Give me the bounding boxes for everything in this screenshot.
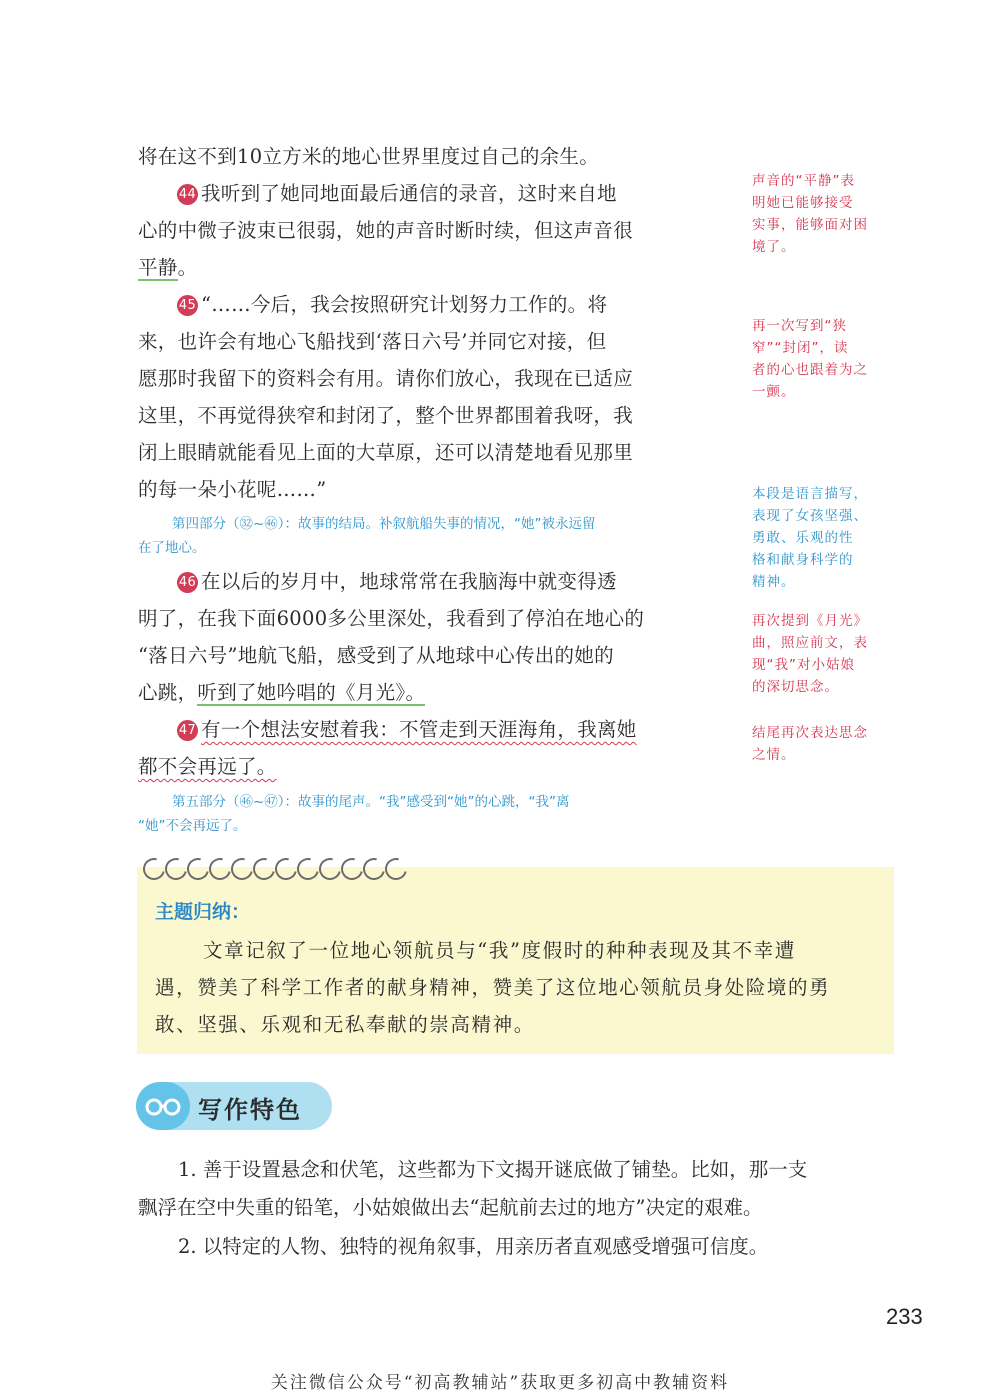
footer-note: 关注微信公众号“初高教辅站”获取更多初高中教辅资料 xyxy=(270,1373,730,1393)
paragraph-number-badge: 45 xyxy=(177,295,198,316)
paragraph-44-line: 44 我听到了她同地面最后通信的录音，这时来自地 xyxy=(178,182,617,205)
page-number: 233 xyxy=(886,1304,923,1329)
theme-text: 文章记叙了一位地心领航员与“我”度假时的种种表现及其不幸遭 遇，赞美了科学工作者的献身精神，赞美了这位地心领航员身处险境的勇 敢、坚强、乐观和无私奉献的崇高精神。 xyxy=(155,939,831,1036)
margin-note: 声音的“平静”表 明她已能够接受 实事，能够面对困 境了。 xyxy=(752,173,868,255)
text-line: “落日六号”地航飞船，感受到了从地球中心传出的她的 xyxy=(138,644,614,667)
text-line: 心跳，听到了她吟唱的《月光》。 xyxy=(138,681,426,704)
paragraph-number-badge: 46 xyxy=(177,572,198,593)
paragraph-number-badge: 47 xyxy=(177,720,198,741)
notebook-rings-decoration xyxy=(143,856,423,882)
part-summary: 在了地心。 xyxy=(138,540,206,556)
paragraph-45-line: 45 “……今后，我会按照研究计划努力工作的。将 xyxy=(178,293,608,316)
section-header-bar xyxy=(136,1082,332,1130)
part-summary: 第四部分（㉜~㊻）：故事的结局。补叙航船失事的情况，“她”被永远留 xyxy=(172,516,596,532)
text-line: 的每一朵小花呢……” xyxy=(138,478,327,501)
text-line: 明了，在我下面6000多公里深处，我看到了停泊在地心的 xyxy=(138,607,645,630)
annotated-phrase: 听到了她吟唱的《月光》。 xyxy=(197,681,426,704)
paragraph-number-badge: 44 xyxy=(177,184,198,205)
feature-item: 1. 善于设置悬念和伏笔，这些都为下文揭开谜底做了铺垫。比如，那一支 xyxy=(178,1158,808,1181)
text-line: 闭上眼睛就能看见上面的大草原，还可以清楚地看见那里 xyxy=(138,441,634,464)
margin-note: 结尾再次表达思念 之情。 xyxy=(752,725,868,763)
theme-title: 主题归纳： xyxy=(155,901,251,923)
paragraph-47-line xyxy=(138,711,702,751)
annotated-phrase: 有一个想法安慰着我：不管走到天涯海角，我离她 xyxy=(201,718,637,741)
text-line: 这里，不再觉得狭窄和封闭了，整个世界都围着我呀，我 xyxy=(138,404,634,427)
part-summary: 第五部分（㊻~㊼）：故事的尾声。“我”感受到“她”的心跳，“我”离 xyxy=(172,794,570,810)
text-line: 将在这不到10立方米的地心世界里度过自己的余生。 xyxy=(138,145,600,168)
text-line xyxy=(138,748,702,788)
margin-note: 本段是语言描写， 表现了女孩坚强、 勇敢、乐观的性 格和献身科学的 精神。 xyxy=(752,486,868,590)
annotated-phrase: 都不会再远了。 xyxy=(138,755,277,778)
text-line: 愿那时我留下的资料会有用。请你们放心，我现在已适应 xyxy=(138,367,634,390)
section-title: 写作特色 xyxy=(198,1096,302,1124)
margin-note: 再一次写到“狭 窄”“封闭”，读 者的心也跟着为之 一颤。 xyxy=(752,318,868,400)
feature-item: 飘浮在空中失重的铅笔，小姑娘做出去“起航前去过的地方”决定的艰难。 xyxy=(138,1196,763,1219)
text-line: 心的中微子波束已很弱，她的声音时断时续，但这声音很 xyxy=(138,219,634,242)
glasses-icon xyxy=(136,1082,190,1130)
feature-item: 2. 以特定的人物、独特的视角叙事，用亲历者直观感受增强可信度。 xyxy=(178,1235,769,1258)
part-summary: “她”不会再远了。 xyxy=(138,818,247,834)
paragraph-46-line: 46 在以后的岁月中，地球常常在我脑海中就变得透 xyxy=(178,570,617,593)
margin-note: 再次提到《月光》 曲，照应前文，表 现“我”对小姑娘 的深切思念。 xyxy=(752,613,868,695)
annotated-phrase: 平静 xyxy=(138,256,178,279)
text-line: 平静。 xyxy=(138,256,198,279)
text-line: 来，也许会有地心飞船找到‘落日六号’并同它对接，但 xyxy=(138,330,607,353)
theme-summary-box xyxy=(137,867,894,1054)
